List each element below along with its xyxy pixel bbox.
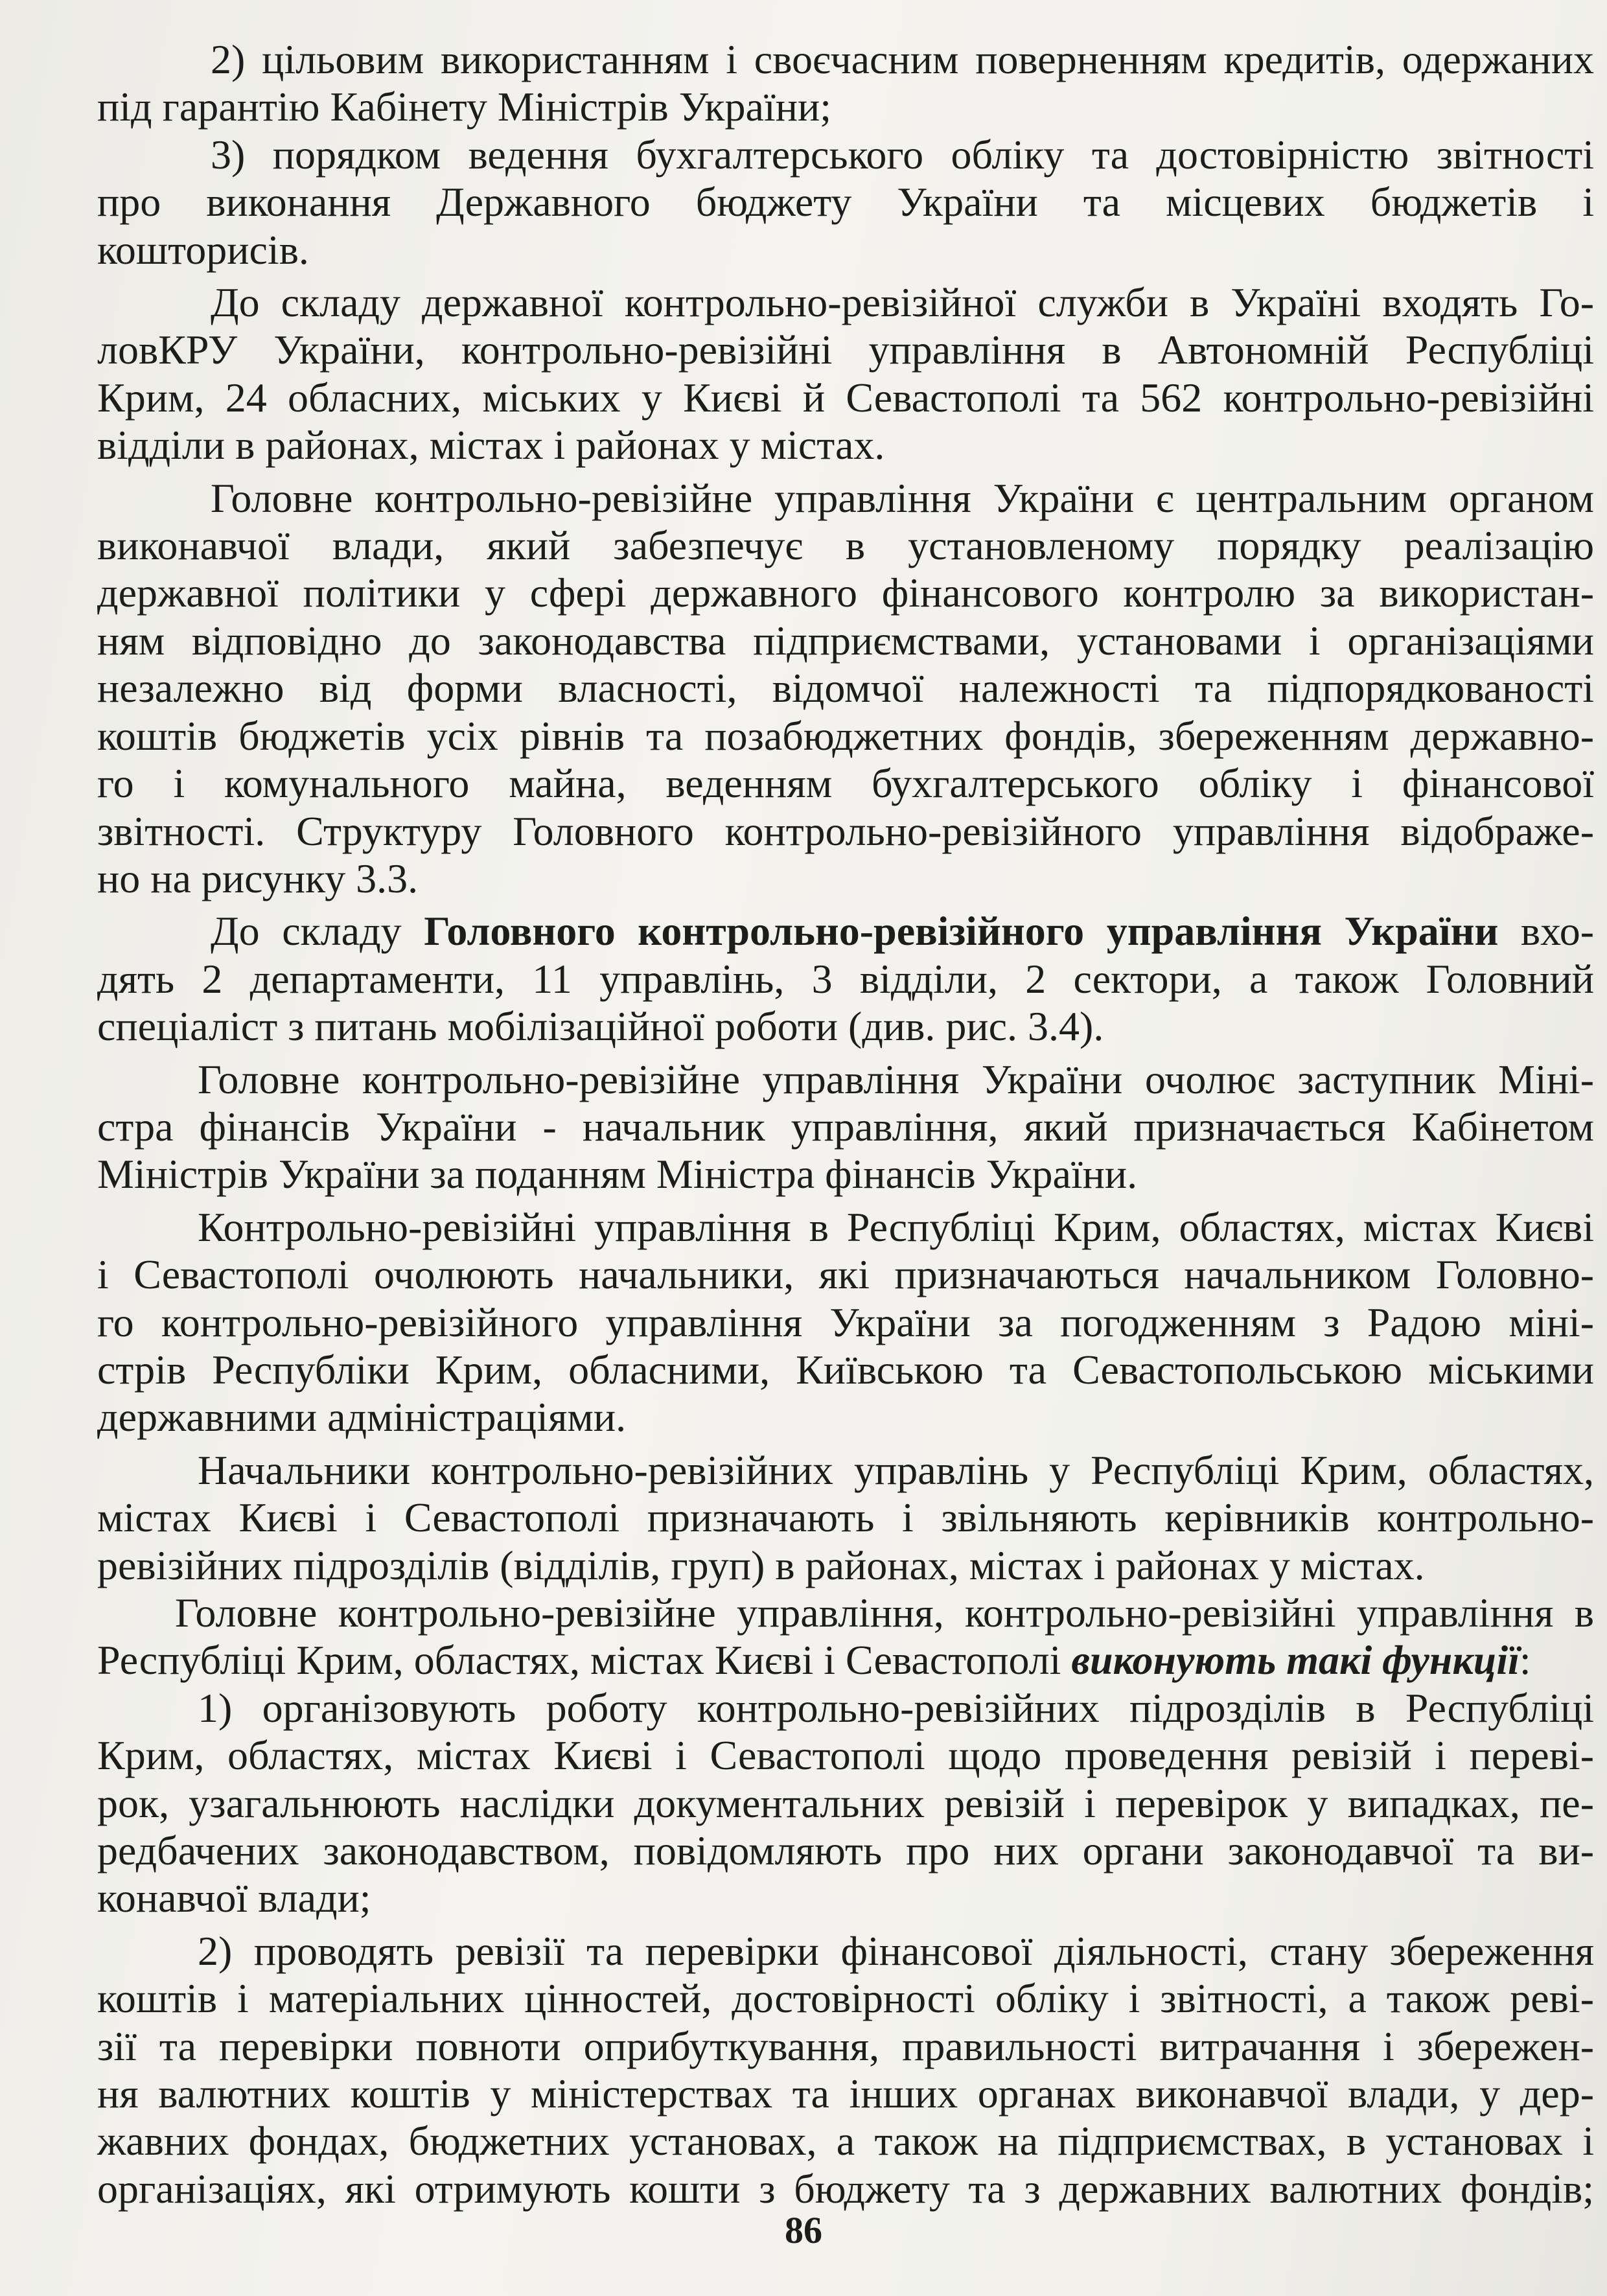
paragraph-regional-line-3: го контрольно-ревізійного управління України за погодженням з Радою міні-	[97, 1299, 1594, 1345]
list-item-2: 2) цільовим використанням і своєчасним поверненням кредитів, одержаних	[211, 36, 1594, 82]
paragraph-structure: До складу державної контрольно-ревізійної служби в Україні входять Го-	[211, 279, 1594, 326]
paragraph-regional-line-4: стрів Республіки Крим, обласними, Київською та Севастопольською міськими	[97, 1346, 1594, 1393]
list-item-3-line-3: кошторисів.	[97, 226, 309, 273]
paragraph-glavkru-line-5: незалежно від форми власності, відомчої належності та підпорядкованості	[97, 665, 1594, 712]
paragraph-head-line-3: Міністрів України за поданням Міністра фінансів України.	[97, 1151, 1138, 1198]
paragraph-glavkru: Головне контрольно-ревізійне управління України є центральним органом	[211, 474, 1594, 521]
function-item-2-line-4: ня валютних коштів у міністерствах та інших органах виконавчої влади, у дер-	[97, 2070, 1594, 2117]
function-item-1-line-5: конавчої влади;	[97, 1875, 371, 1921]
paragraph-glavkru-line-9: но на рисунку 3.3.	[97, 855, 419, 901]
function-item-1-line-4: редбачених законодавством, повідомляють про них органи законодавчої та ви-	[97, 1827, 1594, 1874]
paragraph-regional-line-2: і Севастополі очолюють начальники, які призначаються начальником Головно-	[97, 1251, 1594, 1298]
bold-organization-name: Головного контрольно-ревізійного управління України	[424, 908, 1499, 955]
paragraph-head: Головне контрольно-ревізійне управління України очолює заступник Міні-	[198, 1056, 1594, 1102]
page-number: 86	[785, 2209, 822, 2251]
paragraph-head-line-2: стра фінансів України - начальник управління, який призначається Кабінетом	[97, 1103, 1594, 1150]
function-item-1-line-3: рок, узагальнюють наслідки документальних ревізій і перевірок у випадках, пе-	[97, 1780, 1594, 1826]
paragraph-glavkru-line-7: го і комунального майна, веденням бухгалтерського обліку і фінансової	[97, 760, 1594, 807]
paragraph-structure-line-4: відділи в районах, містах і районах у містах.	[97, 422, 885, 469]
body-text	[97, 36, 1594, 2212]
paragraph-regional-line-5: державними адміністраціями.	[97, 1394, 627, 1441]
function-item-2-line-3: зії та перевірки повноти оприбуткування, правильності витрачання і збережен-	[97, 2023, 1594, 2069]
list-item-3: 3) порядком ведення бухгалтерського обліку та достовірністю звітності	[211, 131, 1594, 178]
paragraph-glavkru-line-3: державної політики у сфері державного фінансового контролю за використан-	[97, 570, 1594, 616]
paragraph-composition: До складу Головного контрольно-ревізійного управління України вхо-	[211, 908, 1595, 955]
function-item-2: 2) проводять ревізії та перевірки фінансової діяльності, стану збереження	[198, 1927, 1594, 1974]
function-item-2-line-6: організаціях, які отримують кошти з бюджету та з державних валютних фондів;	[97, 2165, 1594, 2212]
function-item-2-line-5: жавних фондах, бюджетних установах, а також на підприємствах, в установах і	[97, 2118, 1594, 2164]
paragraph-regional: Контрольно-ревізійні управління в Республіці Крим, областях, містах Києві	[198, 1203, 1594, 1250]
list-item-2-continuation: під гарантію Кабінету Міністрів України;	[97, 84, 831, 130]
paragraph-functions-line-2: Республіці Крим, областях, містах Києві і Севастополі виконують такі функції:	[97, 1637, 1531, 1684]
paragraph-glavkru-line-4: ням відповідно до законодавства підприємствами, установами і організаціями	[97, 617, 1594, 664]
paragraph-glavkru-line-8: звітності. Структуру Головного контрольно-ревізійного управління відображе-	[97, 807, 1594, 854]
function-item-1: 1) організовують роботу контрольно-ревізійних підрозділів в Республіці	[198, 1684, 1594, 1731]
function-item-2-line-2: коштів і матеріальних цінностей, достовірності обліку і звітності, а також реві-	[97, 1975, 1594, 2022]
paragraph-glavkru-line-2: виконавчої влади, який забезпечує в установленому порядку реалізацію	[97, 522, 1594, 569]
paragraph-chiefs-line-3: ревізійних підрозділів (відділів, груп) в районах, містах і районах у містах.	[97, 1542, 1425, 1588]
paragraph-structure-line-3: Крим, 24 обласних, міських у Києві й Севастополі та 562 контрольно-ревізійні	[97, 374, 1594, 421]
paragraph-structure-line-2: ловКРУ України, контрольно-ревізійні управління в Автономній Республіці	[97, 327, 1594, 373]
bold-italic-functions: виконують такі функції	[1071, 1637, 1520, 1684]
paragraph-chiefs-line-2: містах Києві і Севастополі призначають і звільняють керівників контрольно-	[97, 1494, 1594, 1541]
paragraph-functions: Головне контрольно-ревізійне управління, контрольно-ревізійні управління в	[175, 1590, 1594, 1636]
paragraph-chiefs: Начальники контрольно-ревізійних управлінь у Республіці Крим, областях,	[198, 1446, 1594, 1493]
function-item-1-line-2: Крим, областях, містах Києві і Севастополі щодо проведення ревізій і переві-	[97, 1732, 1594, 1779]
paragraph-composition-line-2: дять 2 департаменти, 11 управлінь, 3 відділи, 2 сектори, а також Головний	[97, 955, 1594, 1002]
paragraph-composition-line-3: спеціаліст з питань мобілізаційної роботи (див. рис. 3.4).	[97, 1003, 1104, 1050]
paragraph-glavkru-line-6: коштів бюджетів усіх рівнів та позабюджетних фондів, збереженням державно-	[97, 712, 1594, 759]
list-item-3-line-2: про виконання Державного бюджету України та місцевих бюджетів і	[97, 179, 1594, 226]
